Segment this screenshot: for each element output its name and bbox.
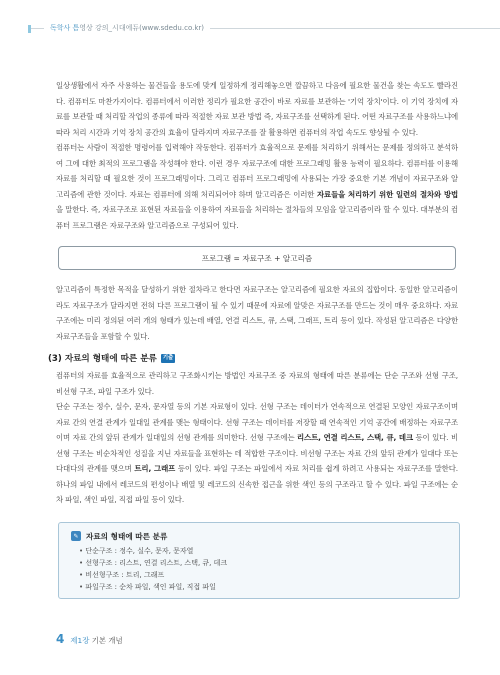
chapter-number: 제1장	[70, 636, 90, 645]
program-paragraph	[56, 140, 458, 233]
note-icon: ✎	[71, 531, 81, 541]
header-brand: 독학사 틈	[50, 24, 80, 32]
algorithm-definition: 자료들을 처리하기 위한 일련의 절차와 방법	[316, 189, 459, 199]
header-source: 영상 강의_시대에듀(www.sdedu.co.kr)	[79, 24, 204, 32]
structure-text-3: 등이 있다. 파일 구조는 파일에서 자료 처리를 쉽게 하려고 사용되는 자료구조를 말한다. 하나의 파일 내에서 레코드의 편성이나 배열 및 레코드의 신속한 접근을 위한 색인 등의 구조라고 할 수 있다. 파일 구조에는 순차 파일, 색인 파일, 직접 파일 등이 있다.	[56, 464, 458, 504]
summary-item: • 파일구조 : 순차 파일, 색인 파일, 직접 파일	[79, 581, 227, 593]
summary-title	[71, 531, 167, 542]
program-paragraph-tail: 을 말한다. 즉, 자료구조로 표현된 자료들을 이용하여 자료들을 처리하는 절차들의 모임을 알고리즘이라 할 수 있다. 대부분의 컴퓨터 프로그램은 자료구조와 알고리즘으로 구성되어 있다.	[56, 205, 458, 230]
exam-tag: 기출	[162, 354, 174, 361]
formula-text: 프로그램 = 자료구조 + 알고리즘	[201, 253, 313, 263]
linear-structures: 리스트, 연결 리스트, 스택, 큐, 데크	[297, 433, 414, 442]
summary-item: • 선형구조 : 리스트, 연결 리스트, 스택, 큐, 데크	[79, 557, 227, 569]
page-content	[48, 78, 459, 599]
summary-list	[79, 545, 227, 593]
summary-item: • 단순구조 : 정수, 실수, 문자, 문자열	[79, 545, 227, 557]
program-paragraph-text: 컴퓨터는 사람이 적절한 명령어를 입력해야 작동한다. 컴퓨터가 효율적으로 문제를 처리하기 위해서는 문제를 정의하고 분석하여 그에 대한 최적의 프로그램을 작성해야 한다. 이런 경우 자료구조에 대한 프로그래밍 활용 능력이 필요하다. 컴퓨터를 이용해 자료를 처리할 때 필요한 것이 프로그래밍이다. 그리고 컴퓨터 프로그래밍에 사용되는 가장 중요한 기본 개념이 자료구조와 알고리즘에 관한 것이다. 자료는 컴퓨터에 의해 처리되어야 하며 알고리즘은 이러한	[56, 143, 458, 199]
algorithm-paragraph: 알고리즘이 특정한 목적을 달성하기 위한 절차라고 한다면 자료구조는 알고리즘에 필요한 자료의 집합이다. 동일한 알고리즘이라도 자료구조가 달라지면 전혀 다른 프로그램이 될 수 있기 때문에 자료에 알맞은 자료구조를 만드는 것이 매우 중요하다. 자료구조에는 미리 정의된 여러 개의 형태가 있는데 배열, 연결 리스트, 큐, 스택, 그래프, 트리 등이 있다. 작성된 알고리즘은 다양한 자료구조들을 포함할 수 있다.	[56, 285, 458, 341]
page-number: 4	[56, 632, 65, 646]
structure-paragraph	[56, 399, 458, 508]
section-title: (3) 자료의 형태에 따른 분류	[48, 354, 157, 364]
summary-box	[58, 522, 460, 599]
classification-paragraph: 컴퓨터의 자료를 효율적으로 관리하고 구조화시키는 방법인 자료구조 중 자료의 형태에 따른 분류에는 단순 구조와 선형 구조, 비선형 구조, 파일 구조가 있다.	[56, 371, 458, 396]
nonlinear-structures: 트리, 그래프	[134, 464, 176, 473]
summary-title-text: 자료의 형태에 따른 분류	[86, 531, 168, 541]
section-heading	[48, 350, 458, 366]
intro-paragraph: 일상생활에서 자주 사용하는 물건들을 용도에 맞게 일정하게 정리해놓으면 깔끔하고 다음에 필요한 물건을 찾는 속도도 빨라진다. 컴퓨터도 마찬가지이다. 컴퓨터에서 이러한 정리가 필요한 공간이 바로 자료를 보관하는 '기억 장치'이다. 이 기억 장치에 자료를 보관할 때 처리할 작업의 종류에 따라 적절한 자료 보관 방법 즉, 자료구조를 선택하게 된다. 어떤 자료구조를 사용하느냐에 따라 처리 시간과 기억 장치 공간의 효율이 달라지며 자료구조를 잘 활용하면 컴퓨터의 작업 속도도 향상될 수 있다.	[56, 81, 458, 137]
summary-item: • 비선형구조 : 트리, 그래프	[79, 569, 227, 581]
page-footer	[56, 632, 123, 646]
chapter-title: 기본 개념	[91, 636, 123, 645]
header-marker	[28, 25, 31, 33]
formula-box	[58, 246, 456, 270]
running-header	[0, 22, 500, 36]
structure-text-1: 단순 구조는 정수, 실수, 문자, 문자열 등의 기본 자료형이 있다. 선형 구조는 데이터가 연속적으로 연결된 모양인 자료구조이며 자료 간의 연결 관계가 일대일 관계를 맺는 형태이다. 선형 구조는 데이터를 저장할 때 연속적인 기억 공간에 배정하는 자료구조이며 자료 간의 앞뒤 관계가 일대일의 선형 관계를 의미한다. 선형 구조에는	[56, 402, 458, 442]
header-text	[44, 22, 210, 35]
structure-text-2: 등이 있다. 비선형 구조는 비순차적인 성질을 지닌 자료들을 표현하는 데 적합한 구조이다. 비선형 구조는 자료 간의 앞뒤 관계가 일대다 또는 다대다의 관계를 맺으며	[56, 433, 458, 473]
chapter-label	[70, 635, 122, 646]
